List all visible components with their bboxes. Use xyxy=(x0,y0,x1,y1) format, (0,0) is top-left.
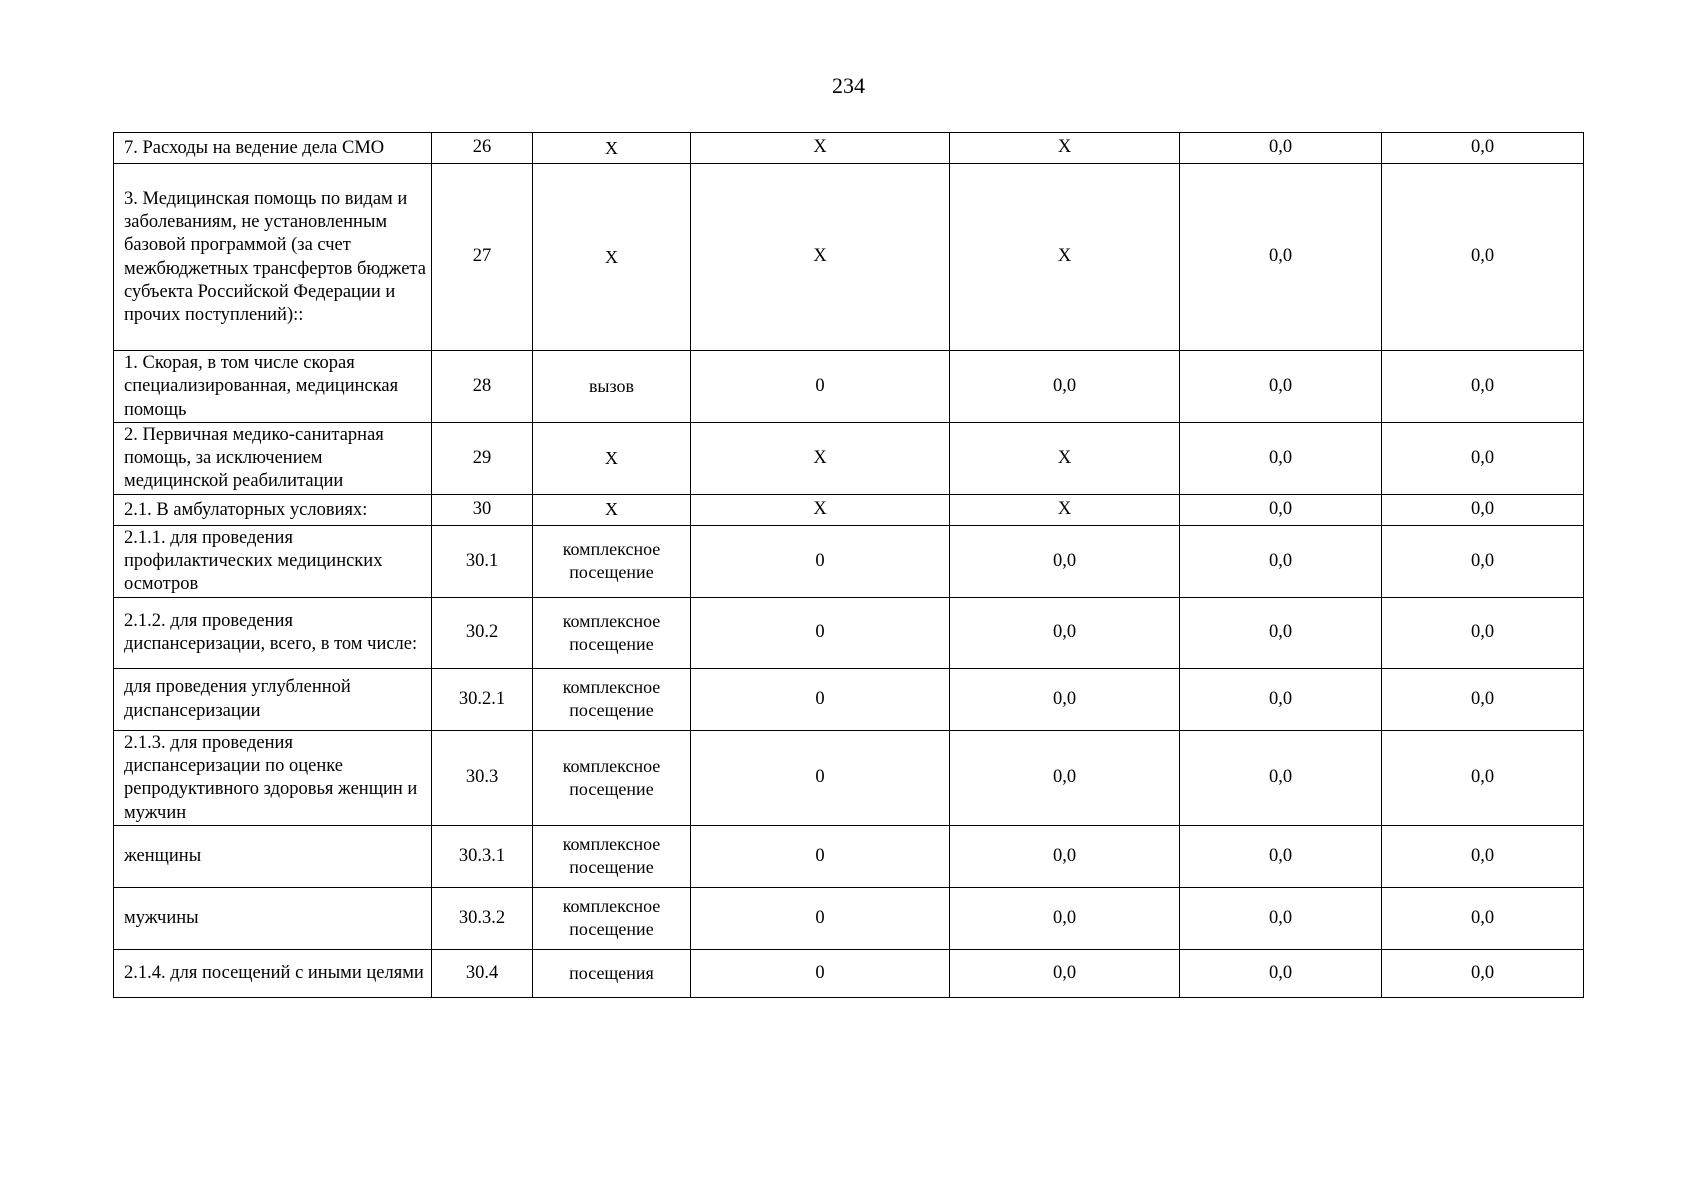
row-value-cell-7: 0,0 xyxy=(1382,525,1584,597)
row-code-cell: 30.4 xyxy=(432,949,533,997)
page-number: 234 xyxy=(832,73,865,98)
row-unit-cell: комплексное посещение xyxy=(533,887,691,949)
row-value-cell-5: X xyxy=(950,494,1180,525)
row-unit-cell: комплексное посещение xyxy=(533,525,691,597)
row-unit-cell: комплексное посещение xyxy=(533,597,691,668)
row-value-cell-7: 0,0 xyxy=(1382,949,1584,997)
table-row xyxy=(114,730,1584,825)
row-value-cell-6: 0,0 xyxy=(1180,887,1382,949)
row-name-cell: 2.1.3. для проведения диспансеризации по оценке репродуктивного здоровья женщин и мужчин xyxy=(114,730,432,825)
row-name-cell: 7. Расходы на ведение дела СМО xyxy=(114,133,432,164)
row-name-cell: 1. Скорая, в том числе скорая специализированная, медицинская помощь xyxy=(114,351,432,423)
row-value-cell-7: 0,0 xyxy=(1382,668,1584,730)
table-row xyxy=(114,525,1584,597)
table-row xyxy=(114,133,1584,164)
row-unit-cell: комплексное посещение xyxy=(533,730,691,825)
row-value-cell-6: 0,0 xyxy=(1180,494,1382,525)
row-value-cell-6: 0,0 xyxy=(1180,730,1382,825)
row-unit-cell: посещения xyxy=(533,949,691,997)
row-code-cell: 29 xyxy=(432,422,533,494)
row-value-cell-7: 0,0 xyxy=(1382,422,1584,494)
row-name-cell: 3. Медицинская помощь по видам и заболеваниям, не установленным базовой программой (за счет межбюджетных трансфертов бюджета субъекта Российской Федерации и прочих поступлений):: xyxy=(114,164,432,351)
table-row xyxy=(114,949,1584,997)
row-value-cell-5: 0,0 xyxy=(950,949,1180,997)
table-row xyxy=(114,887,1584,949)
row-value-cell-5: 0,0 xyxy=(950,730,1180,825)
row-value-cell-4: X xyxy=(691,164,950,351)
table-row xyxy=(114,164,1584,351)
row-value-cell-6: 0,0 xyxy=(1180,351,1382,423)
row-value-cell-4: 0 xyxy=(691,887,950,949)
row-unit-cell: X xyxy=(533,422,691,494)
row-value-cell-5: 0,0 xyxy=(950,668,1180,730)
row-name-cell: 2.1.2. для проведения диспансеризации, всего, в том числе: xyxy=(114,597,432,668)
row-code-cell: 30 xyxy=(432,494,533,525)
row-value-cell-5: 0,0 xyxy=(950,597,1180,668)
row-code-cell: 30.3 xyxy=(432,730,533,825)
table-row xyxy=(114,668,1584,730)
table-body xyxy=(114,133,1584,998)
row-value-cell-6: 0,0 xyxy=(1180,525,1382,597)
row-unit-cell: вызов xyxy=(533,351,691,423)
row-name-cell: 2.1. В амбулаторных условиях: xyxy=(114,494,432,525)
row-value-cell-6: 0,0 xyxy=(1180,164,1382,351)
row-value-cell-7: 0,0 xyxy=(1382,164,1584,351)
row-name-cell: 2.1.1. для проведения профилактических медицинских осмотров xyxy=(114,525,432,597)
row-code-cell: 26 xyxy=(432,133,533,164)
row-unit-cell: X xyxy=(533,133,691,164)
row-value-cell-5: 0,0 xyxy=(950,887,1180,949)
row-name-cell: 2.1.4. для посещений с иными целями xyxy=(114,949,432,997)
row-value-cell-4: 0 xyxy=(691,597,950,668)
row-value-cell-6: 0,0 xyxy=(1180,422,1382,494)
row-code-cell: 30.1 xyxy=(432,525,533,597)
row-value-cell-6: 0,0 xyxy=(1180,949,1382,997)
row-value-cell-4: 0 xyxy=(691,825,950,887)
row-value-cell-4: 0 xyxy=(691,525,950,597)
row-value-cell-4: X xyxy=(691,494,950,525)
table-row xyxy=(114,597,1584,668)
row-unit-cell: X xyxy=(533,164,691,351)
row-unit-cell: комплексное посещение xyxy=(533,668,691,730)
row-name-cell: женщины xyxy=(114,825,432,887)
row-code-cell: 30.2.1 xyxy=(432,668,533,730)
row-value-cell-4: X xyxy=(691,133,950,164)
row-value-cell-7: 0,0 xyxy=(1382,825,1584,887)
row-code-cell: 30.2 xyxy=(432,597,533,668)
table-row xyxy=(114,494,1584,525)
table-row xyxy=(114,422,1584,494)
row-value-cell-5: X xyxy=(950,133,1180,164)
row-value-cell-4: 0 xyxy=(691,949,950,997)
table-row xyxy=(114,825,1584,887)
row-name-cell: 2. Первичная медико-санитарная помощь, за исключением медицинской реабилитации xyxy=(114,422,432,494)
data-table xyxy=(113,132,1584,998)
row-code-cell: 28 xyxy=(432,351,533,423)
row-code-cell: 30.3.2 xyxy=(432,887,533,949)
row-value-cell-5: 0,0 xyxy=(950,525,1180,597)
row-value-cell-7: 0,0 xyxy=(1382,887,1584,949)
row-value-cell-4: 0 xyxy=(691,668,950,730)
row-code-cell: 27 xyxy=(432,164,533,351)
row-name-cell: мужчины xyxy=(114,887,432,949)
row-value-cell-4: X xyxy=(691,422,950,494)
row-value-cell-6: 0,0 xyxy=(1180,597,1382,668)
row-value-cell-6: 0,0 xyxy=(1180,133,1382,164)
row-value-cell-7: 0,0 xyxy=(1382,730,1584,825)
row-value-cell-5: X xyxy=(950,164,1180,351)
row-unit-cell: комплексное посещение xyxy=(533,825,691,887)
table-row xyxy=(114,351,1584,423)
row-value-cell-5: 0,0 xyxy=(950,825,1180,887)
row-unit-cell: X xyxy=(533,494,691,525)
row-value-cell-7: 0,0 xyxy=(1382,597,1584,668)
row-value-cell-7: 0,0 xyxy=(1382,351,1584,423)
row-value-cell-7: 0,0 xyxy=(1382,494,1584,525)
row-code-cell: 30.3.1 xyxy=(432,825,533,887)
row-name-cell: для проведения углубленной диспансеризации xyxy=(114,668,432,730)
row-value-cell-4: 0 xyxy=(691,351,950,423)
row-value-cell-7: 0,0 xyxy=(1382,133,1584,164)
row-value-cell-5: X xyxy=(950,422,1180,494)
row-value-cell-6: 0,0 xyxy=(1180,668,1382,730)
row-value-cell-5: 0,0 xyxy=(950,351,1180,423)
row-value-cell-6: 0,0 xyxy=(1180,825,1382,887)
row-value-cell-4: 0 xyxy=(691,730,950,825)
